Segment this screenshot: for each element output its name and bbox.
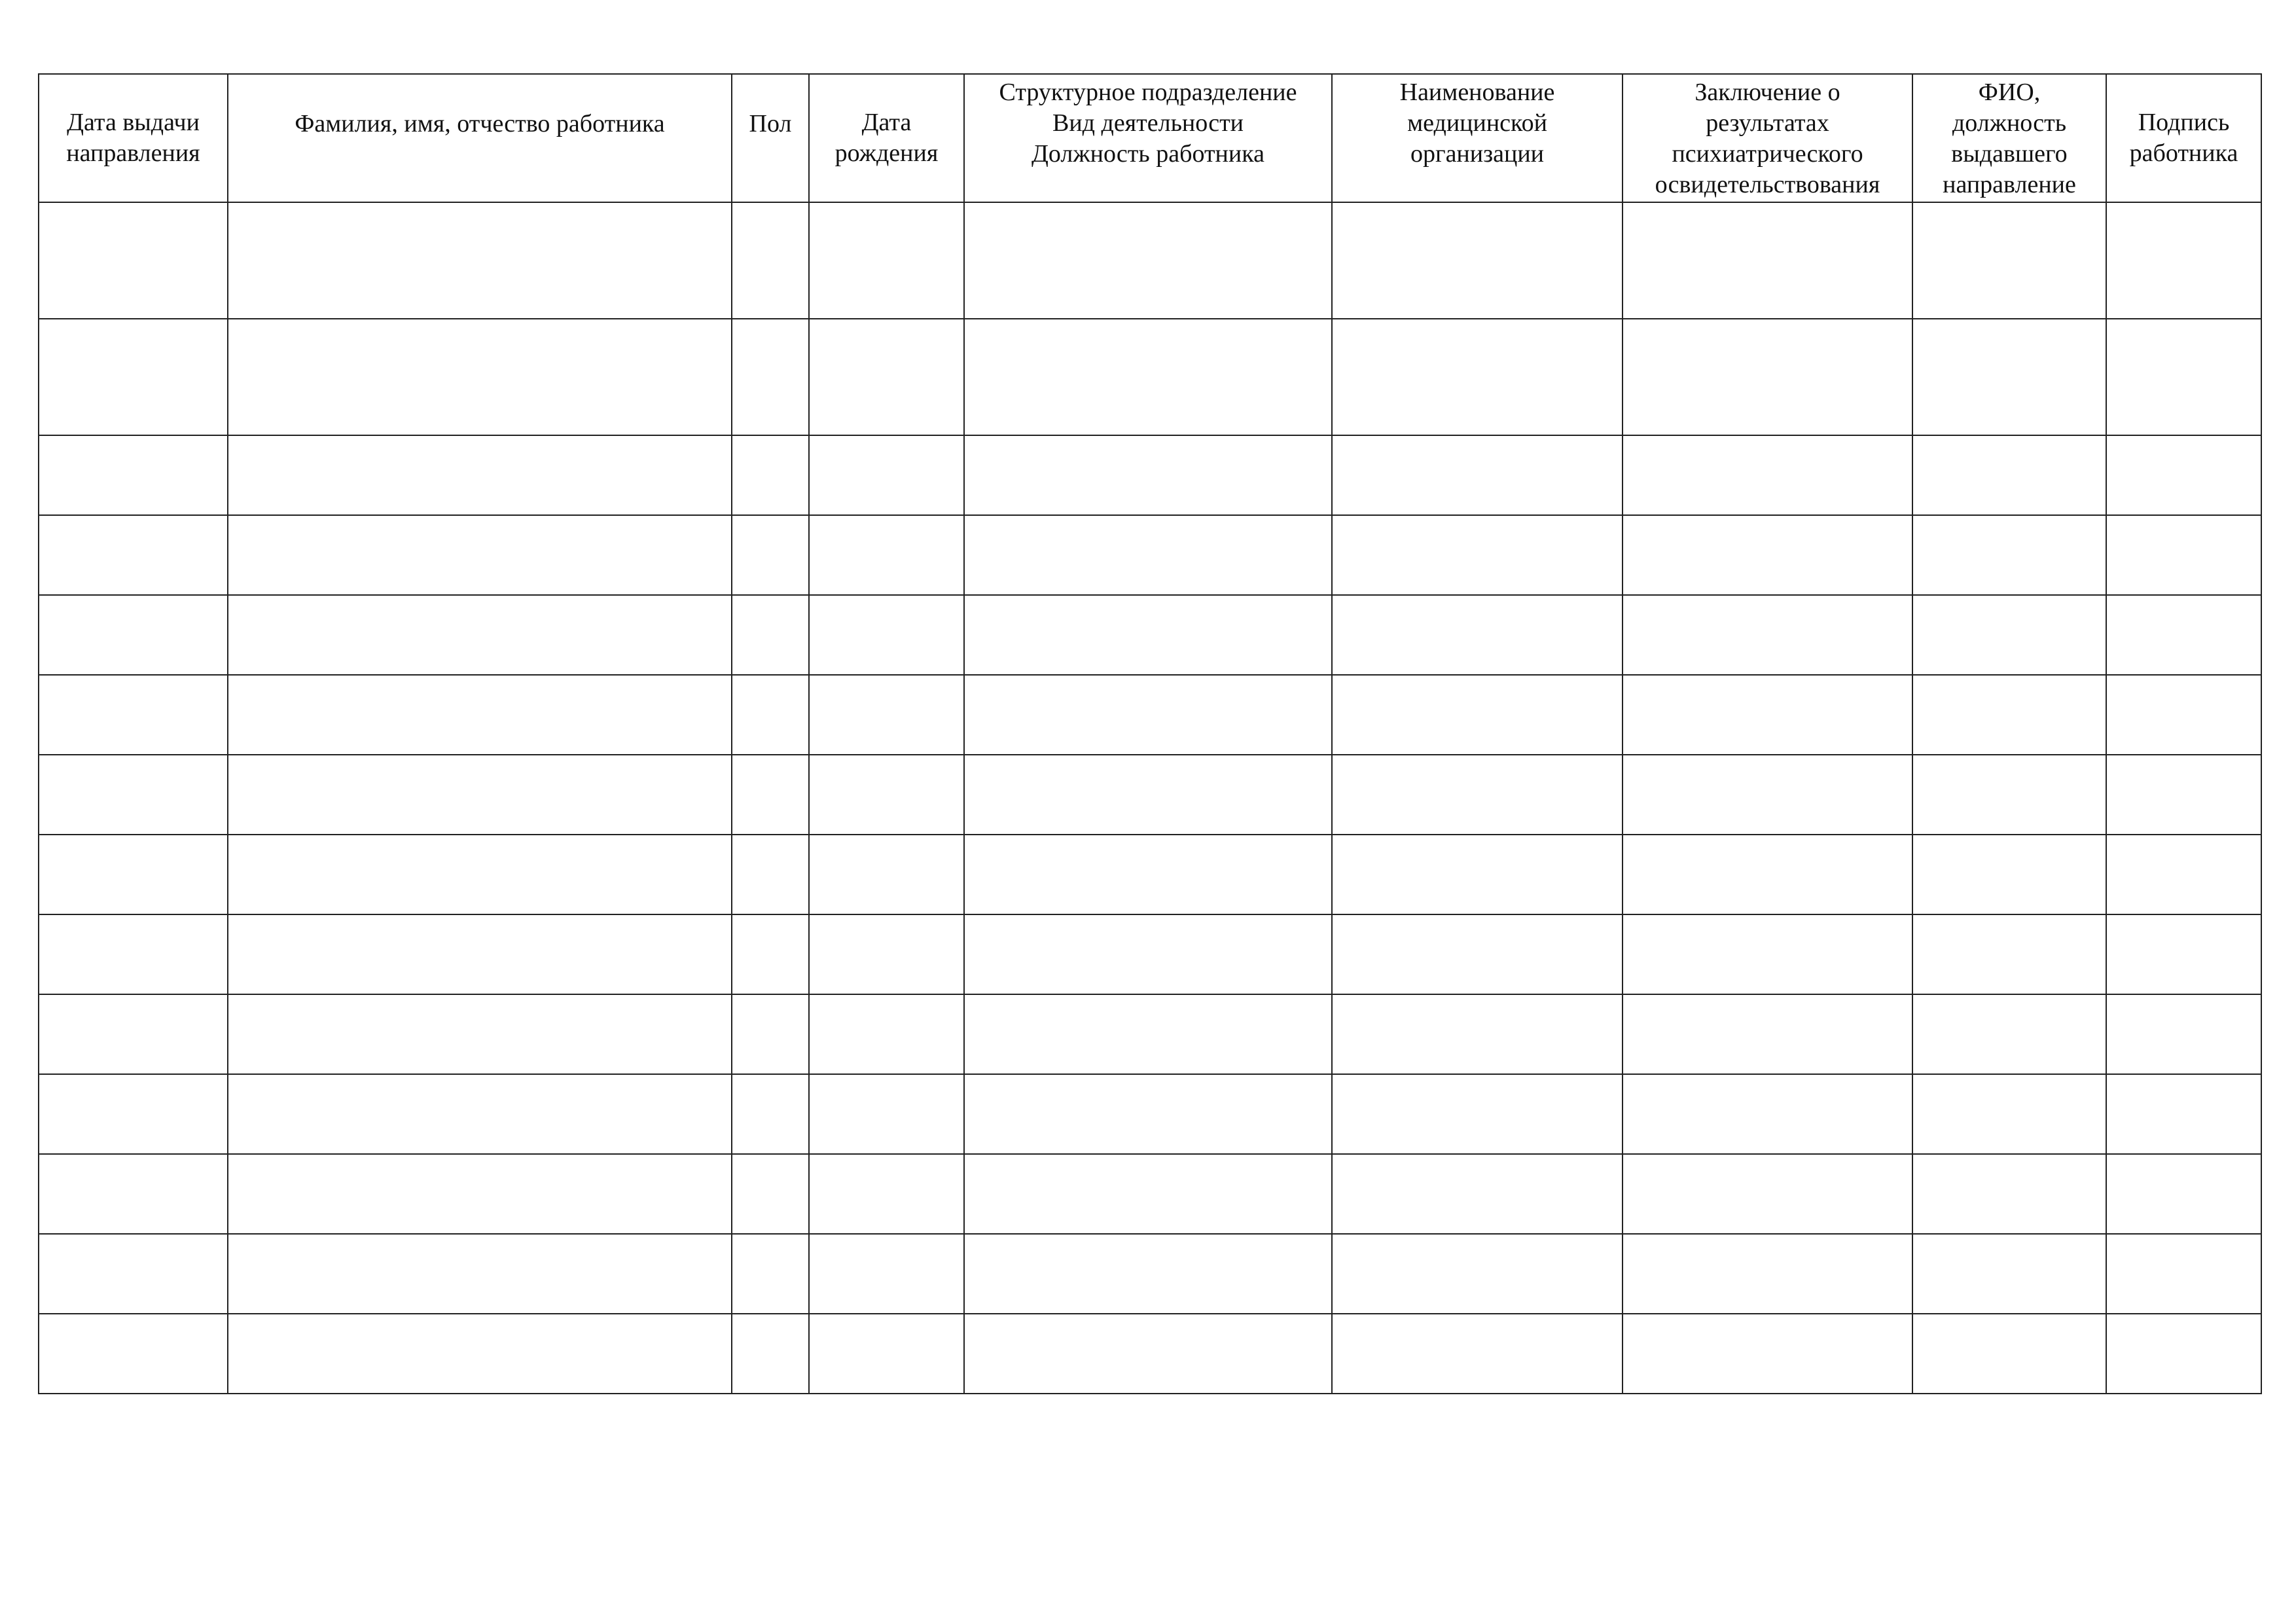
cell-conclusion[interactable] — [1623, 994, 1912, 1074]
cell-med-org[interactable] — [1332, 1154, 1623, 1234]
cell-birth-date[interactable] — [809, 675, 964, 755]
cell-issuer[interactable] — [1912, 994, 2106, 1074]
cell-med-org[interactable] — [1332, 755, 1623, 835]
header-birth-date: Дата рождения — [809, 74, 964, 202]
cell-med-org[interactable] — [1332, 835, 1623, 914]
cell-issuer[interactable] — [1912, 1314, 2106, 1394]
cell-med-org[interactable] — [1332, 1234, 1623, 1314]
cell-birth-date[interactable] — [809, 835, 964, 914]
cell-issuer[interactable] — [1912, 435, 2106, 515]
cell-issue-date[interactable] — [39, 1074, 228, 1154]
cell-signature[interactable] — [2106, 1314, 2261, 1394]
cell-unit[interactable] — [964, 1314, 1332, 1394]
table-row — [39, 835, 2261, 914]
cell-sex[interactable] — [732, 1314, 809, 1394]
cell-issue-date[interactable] — [39, 515, 228, 595]
cell-sex[interactable] — [732, 515, 809, 595]
cell-unit[interactable] — [964, 675, 1332, 755]
header-issuer: ФИО, должность выдавшего направление — [1912, 74, 2106, 202]
cell-birth-date[interactable] — [809, 755, 964, 835]
cell-full-name[interactable] — [228, 1234, 732, 1314]
cell-birth-date[interactable] — [809, 1234, 964, 1314]
table-row — [39, 914, 2261, 994]
table-row — [39, 1314, 2261, 1394]
cell-sex[interactable] — [732, 835, 809, 914]
cell-unit[interactable] — [964, 202, 1332, 319]
cell-full-name[interactable] — [228, 835, 732, 914]
table-row — [39, 994, 2261, 1074]
cell-issue-date[interactable] — [39, 755, 228, 835]
cell-conclusion[interactable] — [1623, 202, 1912, 319]
cell-med-org[interactable] — [1332, 1074, 1623, 1154]
cell-conclusion[interactable] — [1623, 595, 1912, 675]
cell-full-name[interactable] — [228, 914, 732, 994]
cell-full-name[interactable] — [228, 994, 732, 1074]
cell-birth-date[interactable] — [809, 994, 964, 1074]
cell-full-name[interactable] — [228, 1314, 732, 1394]
cell-signature[interactable] — [2106, 1154, 2261, 1234]
cell-unit[interactable] — [964, 755, 1332, 835]
cell-signature[interactable] — [2106, 994, 2261, 1074]
cell-signature[interactable] — [2106, 914, 2261, 994]
table-row — [39, 755, 2261, 835]
cell-unit[interactable] — [964, 595, 1332, 675]
cell-conclusion[interactable] — [1623, 319, 1912, 435]
cell-issue-date[interactable] — [39, 1154, 228, 1234]
cell-signature[interactable] — [2106, 675, 2261, 755]
cell-sex[interactable] — [732, 595, 809, 675]
cell-issuer[interactable] — [1912, 1074, 2106, 1154]
cell-conclusion[interactable] — [1623, 435, 1912, 515]
cell-sex[interactable] — [732, 755, 809, 835]
cell-birth-date[interactable] — [809, 1314, 964, 1394]
cell-signature[interactable] — [2106, 835, 2261, 914]
cell-conclusion[interactable] — [1623, 515, 1912, 595]
cell-sex[interactable] — [732, 202, 809, 319]
header-unit-activity-position: Структурное подразделение Вид деятельности Должность работника — [964, 74, 1332, 202]
cell-signature[interactable] — [2106, 1074, 2261, 1154]
table-row — [39, 202, 2261, 319]
table-row — [39, 1154, 2261, 1234]
cell-birth-date[interactable] — [809, 914, 964, 994]
table-row — [39, 595, 2261, 675]
header-issue-date: Дата выдачи направления — [39, 74, 228, 202]
cell-issuer[interactable] — [1912, 914, 2106, 994]
cell-birth-date[interactable] — [809, 1074, 964, 1154]
cell-med-org[interactable] — [1332, 595, 1623, 675]
cell-full-name[interactable] — [228, 515, 732, 595]
header-employee-signature: Подпись работника — [2106, 74, 2261, 202]
cell-unit[interactable] — [964, 435, 1332, 515]
cell-sex[interactable] — [732, 1234, 809, 1314]
cell-med-org[interactable] — [1332, 515, 1623, 595]
register-table — [38, 73, 2262, 1394]
cell-issuer[interactable] — [1912, 595, 2106, 675]
cell-issuer[interactable] — [1912, 202, 2106, 319]
cell-med-org[interactable] — [1332, 319, 1623, 435]
header-medical-organization: Наименование медицинской организации — [1332, 74, 1623, 202]
cell-signature[interactable] — [2106, 595, 2261, 675]
cell-full-name[interactable] — [228, 319, 732, 435]
header-psychiatric-conclusion: Заключение о результатах психиатрического освидетельствования — [1623, 74, 1912, 202]
cell-conclusion[interactable] — [1623, 1314, 1912, 1394]
header-sex: Пол — [732, 74, 809, 202]
cell-issuer[interactable] — [1912, 835, 2106, 914]
cell-sex[interactable] — [732, 1074, 809, 1154]
table-body — [39, 202, 2261, 1394]
cell-birth-date[interactable] — [809, 1154, 964, 1234]
table-row — [39, 319, 2261, 435]
cell-med-org[interactable] — [1332, 994, 1623, 1074]
cell-signature[interactable] — [2106, 319, 2261, 435]
cell-sex[interactable] — [732, 435, 809, 515]
cell-conclusion[interactable] — [1623, 1074, 1912, 1154]
cell-conclusion[interactable] — [1623, 675, 1912, 755]
cell-issue-date[interactable] — [39, 835, 228, 914]
table-row — [39, 1074, 2261, 1154]
cell-issue-date[interactable] — [39, 202, 228, 319]
cell-issue-date[interactable] — [39, 319, 228, 435]
table-row — [39, 435, 2261, 515]
cell-birth-date[interactable] — [809, 202, 964, 319]
cell-med-org[interactable] — [1332, 435, 1623, 515]
cell-issuer[interactable] — [1912, 319, 2106, 435]
cell-signature[interactable] — [2106, 755, 2261, 835]
cell-unit[interactable] — [964, 1154, 1332, 1234]
cell-unit[interactable] — [964, 1074, 1332, 1154]
cell-issue-date[interactable] — [39, 914, 228, 994]
cell-birth-date[interactable] — [809, 515, 964, 595]
cell-sex[interactable] — [732, 1154, 809, 1234]
cell-issue-date[interactable] — [39, 994, 228, 1074]
cell-conclusion[interactable] — [1623, 1154, 1912, 1234]
cell-full-name[interactable] — [228, 755, 732, 835]
cell-birth-date[interactable] — [809, 595, 964, 675]
cell-sex[interactable] — [732, 319, 809, 435]
cell-full-name[interactable] — [228, 675, 732, 755]
cell-full-name[interactable] — [228, 202, 732, 319]
cell-issue-date[interactable] — [39, 1314, 228, 1394]
cell-issue-date[interactable] — [39, 1234, 228, 1314]
table-row — [39, 1234, 2261, 1314]
cell-birth-date[interactable] — [809, 435, 964, 515]
cell-signature[interactable] — [2106, 515, 2261, 595]
cell-conclusion[interactable] — [1623, 835, 1912, 914]
cell-med-org[interactable] — [1332, 675, 1623, 755]
cell-med-org[interactable] — [1332, 914, 1623, 994]
cell-issuer[interactable] — [1912, 675, 2106, 755]
cell-issuer[interactable] — [1912, 515, 2106, 595]
cell-unit[interactable] — [964, 1234, 1332, 1314]
cell-conclusion[interactable] — [1623, 755, 1912, 835]
cell-signature[interactable] — [2106, 202, 2261, 319]
cell-unit[interactable] — [964, 914, 1332, 994]
cell-med-org[interactable] — [1332, 202, 1623, 319]
cell-issuer[interactable] — [1912, 755, 2106, 835]
cell-unit[interactable] — [964, 515, 1332, 595]
table-row — [39, 675, 2261, 755]
table-row — [39, 515, 2261, 595]
cell-signature[interactable] — [2106, 435, 2261, 515]
cell-full-name[interactable] — [228, 1074, 732, 1154]
cell-unit[interactable] — [964, 319, 1332, 435]
cell-med-org[interactable] — [1332, 1314, 1623, 1394]
header-row — [39, 74, 2261, 202]
cell-issue-date[interactable] — [39, 675, 228, 755]
cell-issue-date[interactable] — [39, 435, 228, 515]
cell-full-name[interactable] — [228, 435, 732, 515]
cell-issuer[interactable] — [1912, 1234, 2106, 1314]
cell-sex[interactable] — [732, 994, 809, 1074]
cell-sex[interactable] — [732, 914, 809, 994]
cell-issuer[interactable] — [1912, 1154, 2106, 1234]
header-full-name: Фамилия, имя, отчество работника — [228, 74, 732, 202]
cell-birth-date[interactable] — [809, 319, 964, 435]
cell-full-name[interactable] — [228, 595, 732, 675]
cell-issue-date[interactable] — [39, 595, 228, 675]
cell-unit[interactable] — [964, 835, 1332, 914]
cell-signature[interactable] — [2106, 1234, 2261, 1314]
cell-conclusion[interactable] — [1623, 914, 1912, 994]
cell-conclusion[interactable] — [1623, 1234, 1912, 1314]
cell-unit[interactable] — [964, 994, 1332, 1074]
cell-sex[interactable] — [732, 675, 809, 755]
cell-full-name[interactable] — [228, 1154, 732, 1234]
